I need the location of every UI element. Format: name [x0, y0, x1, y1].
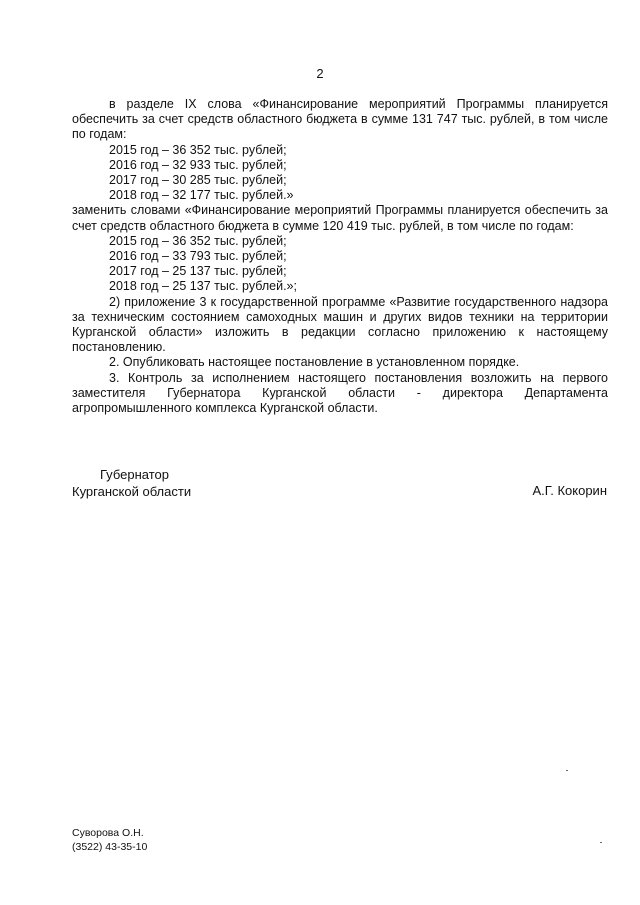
signatory-title [72, 466, 191, 500]
paragraph-section-ix: в разделе IX слова «Финансирование мероприятий Программы планируется обеспечить за счет средств областного бюджета в сумме 131 747 тыс. рублей, в том числе по годам: [72, 97, 608, 142]
signatory-name: А.Г. Кокорин [532, 483, 607, 498]
old-year-line: 2017 год – 30 285 тыс. рублей; [109, 173, 287, 188]
new-year-line: 2016 год – 33 793 тыс. рублей; [109, 249, 287, 264]
paragraph-control: 3. Контроль за исполнением настоящего постановления возложить на первого заместителя Губернатора Курганской области - директора Департамента агропромышленного комплекса Курганской области. [72, 370, 608, 416]
paragraph-replace: заменить словами «Финансирование мероприятий Программы планируется обеспечить за счет средств областного бюджета в сумме 120 419 тыс. рублей, в том числе по годам: [72, 203, 608, 233]
executor-name: Суворова О.Н. [72, 827, 144, 839]
page-number: 2 [316, 66, 324, 81]
signatory-title-line2: Курганской области [72, 484, 192, 499]
old-year-line: 2015 год – 36 352 тыс. рублей; [109, 142, 287, 157]
executor-footer [72, 826, 147, 854]
signatory-title-line1: Губернатор [100, 467, 169, 482]
new-year-line: 2018 год – 25 137 тыс. рублей.»; [109, 279, 297, 294]
executor-phone: (3522) 43-35-10 [72, 841, 148, 853]
old-year-line: 2018 год – 32 177 тыс. рублей.» [109, 188, 294, 203]
paragraph-appendix-3: 2) приложение 3 к государственной программе «Развитие государственного надзора за техническим состоянием самоходных машин и других видов техники на территории Курганской области» изложить в редакции согласно приложению к настоящему постановлению. [72, 294, 608, 355]
document-body [72, 97, 608, 416]
paragraph-publish: 2. Опубликовать настоящее постановление в установленном порядке. [109, 355, 520, 370]
new-year-line: 2017 год – 25 137 тыс. рублей; [109, 264, 287, 279]
scan-speck [600, 842, 602, 843]
scan-speck [566, 770, 568, 771]
new-year-line: 2015 год – 36 352 тыс. рублей; [109, 233, 287, 248]
old-year-line: 2016 год – 32 933 тыс. рублей; [109, 157, 287, 172]
